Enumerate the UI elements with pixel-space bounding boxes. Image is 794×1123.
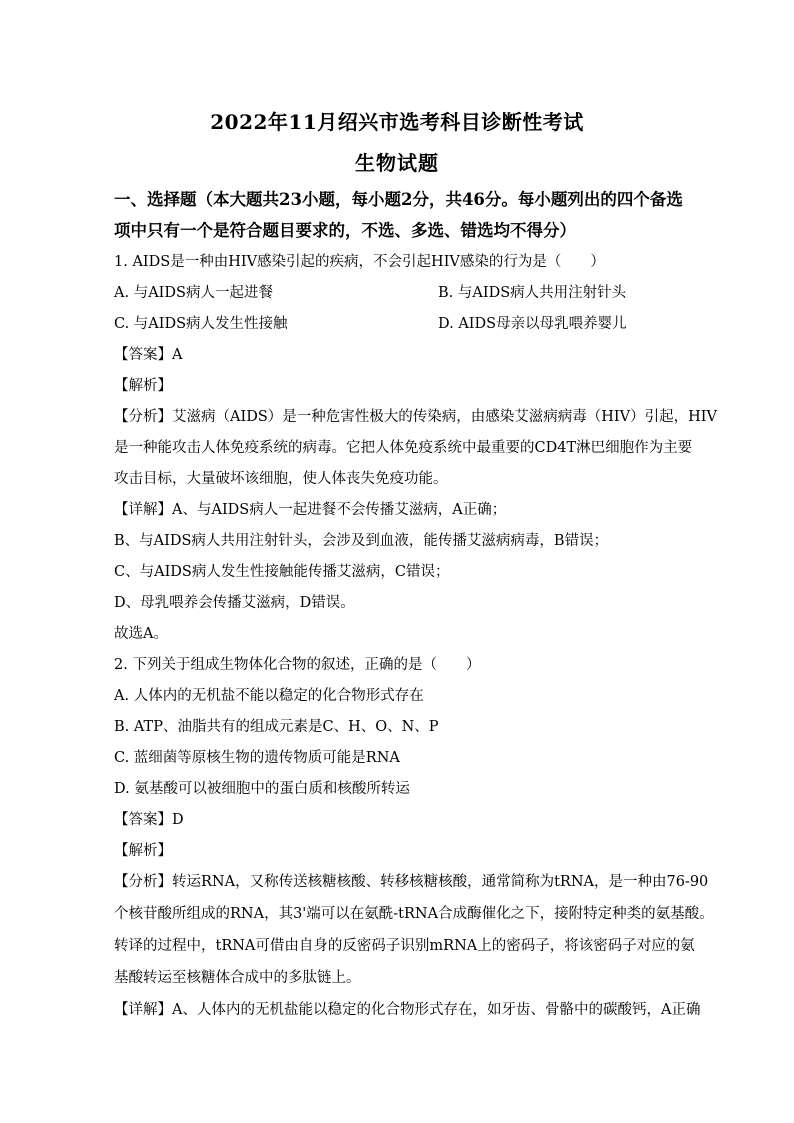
q1-stem: 1. AIDS是一种由HIV感染引起的疾病，不会引起HIV感染的行为是（ ） <box>114 254 605 270</box>
q2-analysis-line2: 个核苷酸所组成的RNA，其3'端可以在氨酰-tRNA合成酶催化之下，接附特定种类的氨基酸。 <box>114 906 714 922</box>
q2-option-b: B. ATP、油脂共有的组成元素是C、H、O、N、P <box>114 719 439 735</box>
q2-stem: 2. 下列关于组成生物体化合物的叙述，正确的是（ ） <box>114 657 481 673</box>
q2-analysis-line4: 基酸转运至核糖体合成中的多肽链上。 <box>114 970 361 986</box>
q1-conclusion: 故选A。 <box>114 626 168 642</box>
q2-option-c: C. 蓝细菌等原核生物的遗传物质可能是RNA <box>114 750 400 766</box>
q2-analysis-line1: 【分析】转运RNA，又称传送核糖核酸、转移核糖核酸，通常简称为tRNA，是一种由76-90 <box>114 874 709 890</box>
q2-option-d: D. 氨基酸可以被细胞中的蛋白质和核酸所转运 <box>114 781 410 797</box>
section-heading-line1: 一、选择题（本大题共23小题，每小题2分，共46分。每小题列出的四个备选 <box>114 190 683 209</box>
q1-analysis-line2: 是一种能攻击人体免疫系统的病毒。它把人体免疫系统中最重要的CD4T淋巴细胞作为主要 <box>114 440 693 456</box>
q1-detail-line4: D、母乳喂养会传播艾滋病，D错误。 <box>114 595 355 611</box>
q1-detail-line1: 【详解】A、与AIDS病人一起进餐不会传播艾滋病，A正确； <box>114 502 507 518</box>
q1-analysis-line3: 攻击目标，大量破坏该细胞，使人体丧失免疫功能。 <box>114 471 448 487</box>
q1-analysis-line1: 【分析】艾滋病（AIDS）是一种危害性极大的传染病，由感染艾滋病病毒（HIV）引起，HIV <box>114 409 717 425</box>
section-heading-line2: 项中只有一个是符合题目要求的，不选、多选、错选均不得分） <box>114 221 576 240</box>
q1-option-b: B. 与AIDS病人共用注射针头 <box>438 285 627 301</box>
q1-answer: 【答案】A <box>114 347 183 363</box>
q2-jiexi: 【解析】 <box>114 843 172 859</box>
q2-detail-line1: 【详解】A、人体内的无机盐能以稳定的化合物形式存在，如牙齿、骨骼中的碳酸钙，A正确 <box>114 1002 701 1018</box>
q1-option-d: D. AIDS母亲以母乳喂养婴儿 <box>438 316 627 332</box>
q1-jiexi: 【解析】 <box>114 378 172 394</box>
q1-option-c: C. 与AIDS病人发生性接触 <box>114 316 288 332</box>
exam-title: 2022年11月绍兴市选考科目诊断性考试 <box>210 110 584 134</box>
q2-answer: 【答案】D <box>114 812 184 828</box>
q2-option-a: A. 人体内的无机盐不能以稳定的化合物形式存在 <box>114 688 424 704</box>
q1-detail-line3: C、与AIDS病人发生性接触能传播艾滋病，C错误； <box>114 564 450 580</box>
q1-option-a: A. 与AIDS病人一起进餐 <box>114 285 273 301</box>
q1-detail-line2: B、与AIDS病人共用注射针头，会涉及到血液，能传播艾滋病病毒，B错误； <box>114 533 609 549</box>
q2-analysis-line3: 转译的过程中，tRNA可借由自身的反密码子识别mRNA上的密码子，将该密码子对应的氨 <box>114 938 695 954</box>
exam-subtitle: 生物试题 <box>355 151 439 175</box>
